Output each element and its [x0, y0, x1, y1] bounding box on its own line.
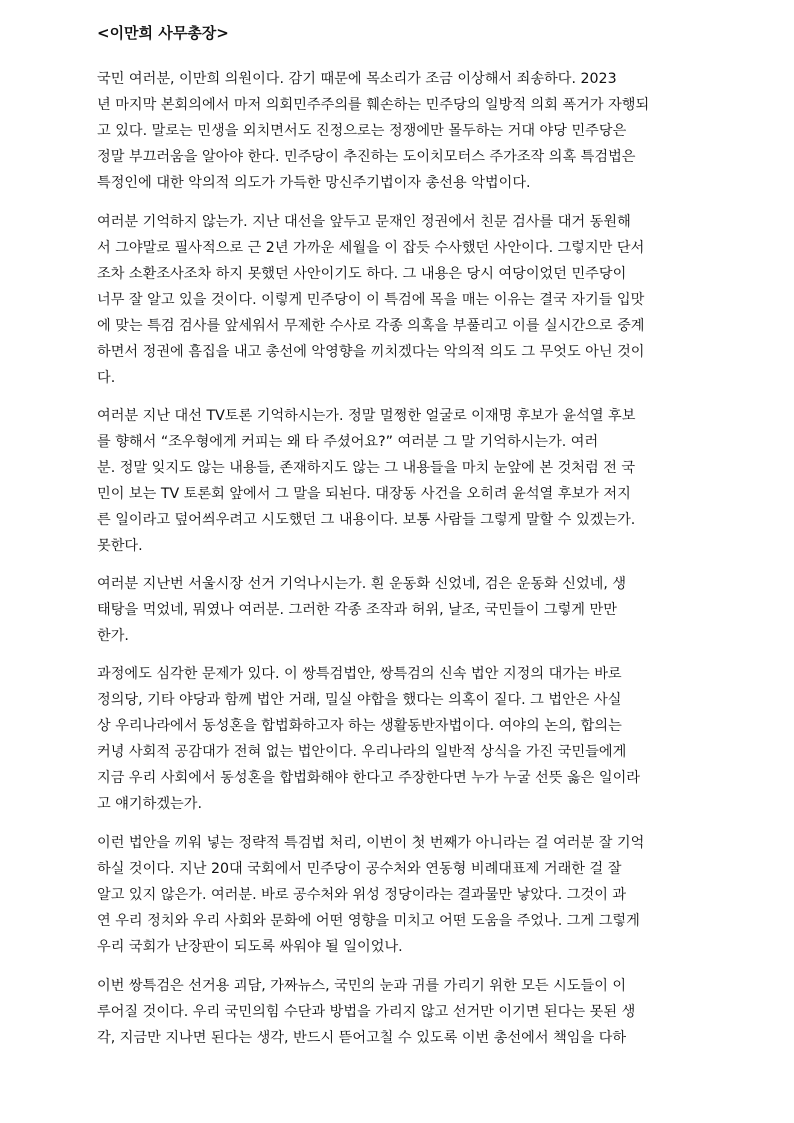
- text-line: 각, 지금만 지나면 된다는 생각, 반드시 뜯어고칠 수 있도록 이번 총선에서 책임을 다하: [97, 1030, 627, 1046]
- paragraph-4: [97, 571, 702, 649]
- text-line: 고 있다. 말로는 민생을 외치면서도 진정으로는 정쟁에만 몰두하는 거대 야당 민주당은: [97, 123, 627, 139]
- paragraph-1: [97, 66, 702, 196]
- text-line: 특정인에 대한 악의적 의도가 가득한 망신주기법이자 총선용 악법이다.: [97, 175, 531, 191]
- document-heading: <이만희 사무총장>: [97, 24, 229, 42]
- text-line: 여러분 지난번 서울시장 선거 기억나시는가. 흰 운동화 신었네, 검은 운동화 신었네, 생: [97, 576, 627, 592]
- paragraph-6: [97, 830, 702, 960]
- text-line: 태탕을 먹었네, 뭐였나 여러분. 그러한 각종 조작과 허위, 날조, 국민들이 그렇게 만만: [97, 602, 617, 618]
- text-line: 너무 잘 알고 있을 것이다. 이렇게 민주당이 이 특검에 목을 매는 이유는 결국 자기들 입맛: [97, 292, 645, 308]
- text-line: 른 일이라고 덮어씌우려고 시도했던 그 내용이다. 보통 사람들 그렇게 말할 수 있겠는가.: [97, 512, 636, 528]
- text-line: 하실 것이다. 지난 20대 국회에서 민주당이 공수처와 연동형 비례대표제 거래한 걸 잘: [97, 861, 622, 877]
- text-line: 정말 부끄러움을 알아야 한다. 민주당이 추진하는 도이치모터스 주가조작 의혹 특검법은: [97, 149, 636, 165]
- text-line: 우리 국회가 난장판이 되도록 싸워야 될 일이었나.: [97, 939, 403, 955]
- text-line: 알고 있지 않은가. 여러분. 바로 공수처와 위성 정당이라는 결과물만 낳았다. 그것이 과: [97, 887, 627, 903]
- text-line: 상 우리나라에서 동성혼을 합법화하고자 하는 생활동반자법이다. 여야의 논의, 합의는: [97, 718, 622, 734]
- text-line: 다.: [97, 370, 116, 386]
- paragraph-7: [97, 973, 702, 1051]
- text-line: 이번 쌍특검은 선거용 괴담, 가짜뉴스, 국민의 눈과 귀를 가리기 위한 모든 시도들이 이: [97, 978, 627, 994]
- text-line: 과정에도 심각한 문제가 있다. 이 쌍특검법안, 쌍특검의 신속 법안 지정의 대가는 바로: [97, 666, 622, 682]
- paragraph-5: [97, 661, 702, 817]
- text-line: 조차 소환조사조차 하지 못했던 사안이기도 하다. 그 내용은 당시 여당이었던 민주당이: [97, 266, 627, 282]
- text-line: 국민 여러분, 이만희 의원이다. 감기 때문에 목소리가 조금 이상해서 죄송하다. 2023: [97, 71, 617, 87]
- text-line: 커녕 사회적 공감대가 전혀 없는 법안이다. 우리나라의 일반적 상식을 가진 국민들에게: [97, 744, 627, 760]
- text-line: 분. 정말 잊지도 않는 내용들, 존재하지도 않는 그 내용들을 마치 눈앞에 본 것처럼 전 국: [97, 460, 636, 476]
- text-line: 하면서 정권에 흠집을 내고 총선에 악영향을 끼치겠다는 악의적 의도 그 무엇도 아닌 것이: [97, 344, 645, 360]
- text-line: 한가.: [97, 628, 129, 644]
- text-line: 루어질 것이다. 우리 국민의힘 수단과 방법을 가리지 않고 선거만 이기면 된다는 못된 생: [97, 1004, 636, 1020]
- text-line: 이런 법안을 끼워 넣는 정략적 특검법 처리, 이번이 첫 번째가 아니라는 걸 여러분 잘 기억: [97, 835, 645, 851]
- text-line: 를 향해서 “조우형에게 커피는 왜 타 주셨어요?” 여러분 그 말 기억하시는가. 여러: [97, 434, 599, 450]
- text-line: 여러분 지난 대선 TV토론 기억하시는가. 정말 멀쩡한 얼굴로 이재명 후보가 윤석열 후보: [97, 408, 636, 424]
- text-line: 에 맞는 특검 검사를 앞세워서 무제한 수사로 각종 의혹을 부풀리고 이를 실시간으로 중계: [97, 318, 645, 334]
- text-line: 서 그야말로 필사적으로 근 2년 가까운 세월을 이 잡듯 수사했던 사안이다. 그렇지만 단서: [97, 240, 645, 256]
- text-line: 못한다.: [97, 538, 143, 554]
- text-line: 지금 우리 사회에서 동성혼을 합법화해야 한다고 주장한다면 누가 누굴 선뜻 옳은 일이라: [97, 770, 640, 786]
- text-line: 여러분 기억하지 않는가. 지난 대선을 앞두고 문재인 정권에서 친문 검사를 대거 동원해: [97, 214, 631, 230]
- text-line: 연 우리 정치와 우리 사회와 문화에 어떤 영향을 미치고 어떤 도움을 주었나. 그게 그렇게: [97, 913, 640, 929]
- paragraph-3: [97, 403, 702, 559]
- text-line: 고 얘기하겠는가.: [97, 796, 202, 812]
- paragraph-2: [97, 209, 702, 391]
- text-line: 년 마지막 본회의에서 마저 의회민주주의를 훼손하는 민주당의 일방적 의회 폭거가 자행되: [97, 97, 650, 113]
- text-line: 민이 보는 TV 토론회 앞에서 그 말을 되뇐다. 대장동 사건을 오히려 윤석열 후보가 저지: [97, 486, 631, 502]
- text-line: 정의당, 기타 야당과 함께 법안 거래, 밀실 야합을 했다는 의혹이 짙다. 그 법안은 사실: [97, 692, 622, 708]
